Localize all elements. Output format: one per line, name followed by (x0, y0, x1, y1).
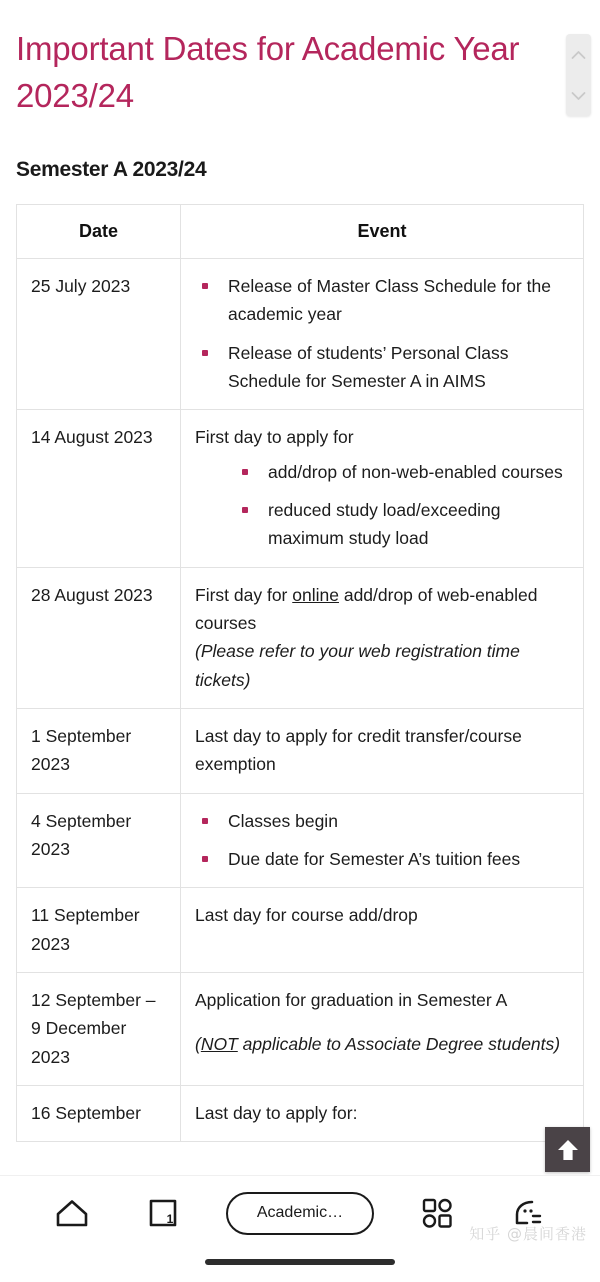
page-title: Important Dates for Academic Year 2023/24 (16, 30, 520, 114)
home-indicator[interactable] (205, 1259, 395, 1265)
cell-date: 14 August 2023 (17, 410, 181, 567)
cell-date: 28 August 2023 (17, 567, 181, 708)
spacer (195, 1014, 571, 1030)
online-link[interactable]: online (292, 584, 339, 605)
event-text: Application for graduation in Semester A (195, 990, 508, 1011)
tabs-icon (146, 1196, 180, 1230)
note-rest: applicable to Associate Degree students) (237, 1034, 561, 1055)
list-item: Classes begin (195, 807, 571, 835)
table-row (17, 973, 584, 1086)
arrow-up-icon (555, 1137, 581, 1163)
table-row (17, 410, 584, 567)
cell-date: 1 September 2023 (17, 709, 181, 794)
section-heading: Semester A 2023/24 (16, 157, 207, 181)
text-post: add/drop of web-enabled courses (195, 584, 538, 633)
cell-event: Last day to apply for credit transfer/course exemption (181, 709, 584, 794)
page-scrollbar[interactable] (566, 34, 591, 116)
table-row (17, 888, 584, 973)
list-item: reduced study load/exceeding maximum study load (235, 496, 571, 553)
tabs-button[interactable] (134, 1187, 192, 1239)
table-row (17, 258, 584, 409)
important-dates-table (16, 204, 584, 1143)
cell-event (181, 973, 584, 1086)
table-row (17, 567, 584, 708)
list-item: Due date for Semester A’s tuition fees (195, 845, 571, 873)
watermark: 知乎 @晨间香港 (469, 1225, 587, 1243)
cell-date: 4 September 2023 (17, 793, 181, 888)
list-item: Release of students’ Personal Class Schedule for Semester A in AIMS (195, 339, 571, 396)
cell-date: 12 September – 9 December 2023 (17, 973, 181, 1086)
text-pre: First day for (195, 584, 293, 605)
apps-button[interactable] (408, 1187, 466, 1239)
note-open-paren: ( (195, 1034, 201, 1055)
home-icon (53, 1196, 91, 1230)
scroll-to-top-button[interactable] (545, 1127, 590, 1172)
bullet-list (195, 807, 571, 874)
cell-date: 11 September 2023 (17, 888, 181, 973)
cell-event (181, 258, 584, 409)
column-header-date: Date (17, 204, 181, 258)
address-bar[interactable] (226, 1192, 374, 1235)
table-row (17, 1086, 584, 1142)
apps-grid-icon (420, 1196, 454, 1230)
event-text (195, 581, 571, 638)
chevron-down-icon[interactable] (566, 75, 591, 116)
chevron-up-icon[interactable] (566, 34, 591, 75)
svg-text:1: 1 (167, 1212, 174, 1226)
table-row (17, 793, 584, 888)
table-header-row (17, 204, 584, 258)
home-button[interactable] (43, 1187, 101, 1239)
event-note (195, 1030, 571, 1058)
browser-bottom-bar (0, 1175, 600, 1282)
cell-event: Last day to apply for: (181, 1086, 584, 1142)
cell-event (181, 793, 584, 888)
cell-event (181, 567, 584, 708)
list-item: add/drop of non-web-enabled courses (235, 458, 571, 486)
column-header-event: Event (181, 204, 584, 258)
cell-date: 25 July 2023 (17, 258, 181, 409)
cell-event: Last day for course add/drop (181, 888, 584, 973)
cell-event (181, 410, 584, 567)
table-wrapper (0, 182, 600, 1143)
lead-text: First day to apply for (195, 427, 354, 448)
cell-date: 16 September (17, 1086, 181, 1142)
event-note: (Please refer to your web registration time tickets) (195, 641, 520, 690)
bullet-list (195, 272, 571, 395)
list-item: Release of Master Class Schedule for the academic year (195, 272, 571, 329)
table-row (17, 709, 584, 794)
address-bar-label: Academic… (256, 1204, 344, 1221)
bullet-list (195, 458, 571, 553)
note-emphasis: NOT (200, 1034, 238, 1055)
